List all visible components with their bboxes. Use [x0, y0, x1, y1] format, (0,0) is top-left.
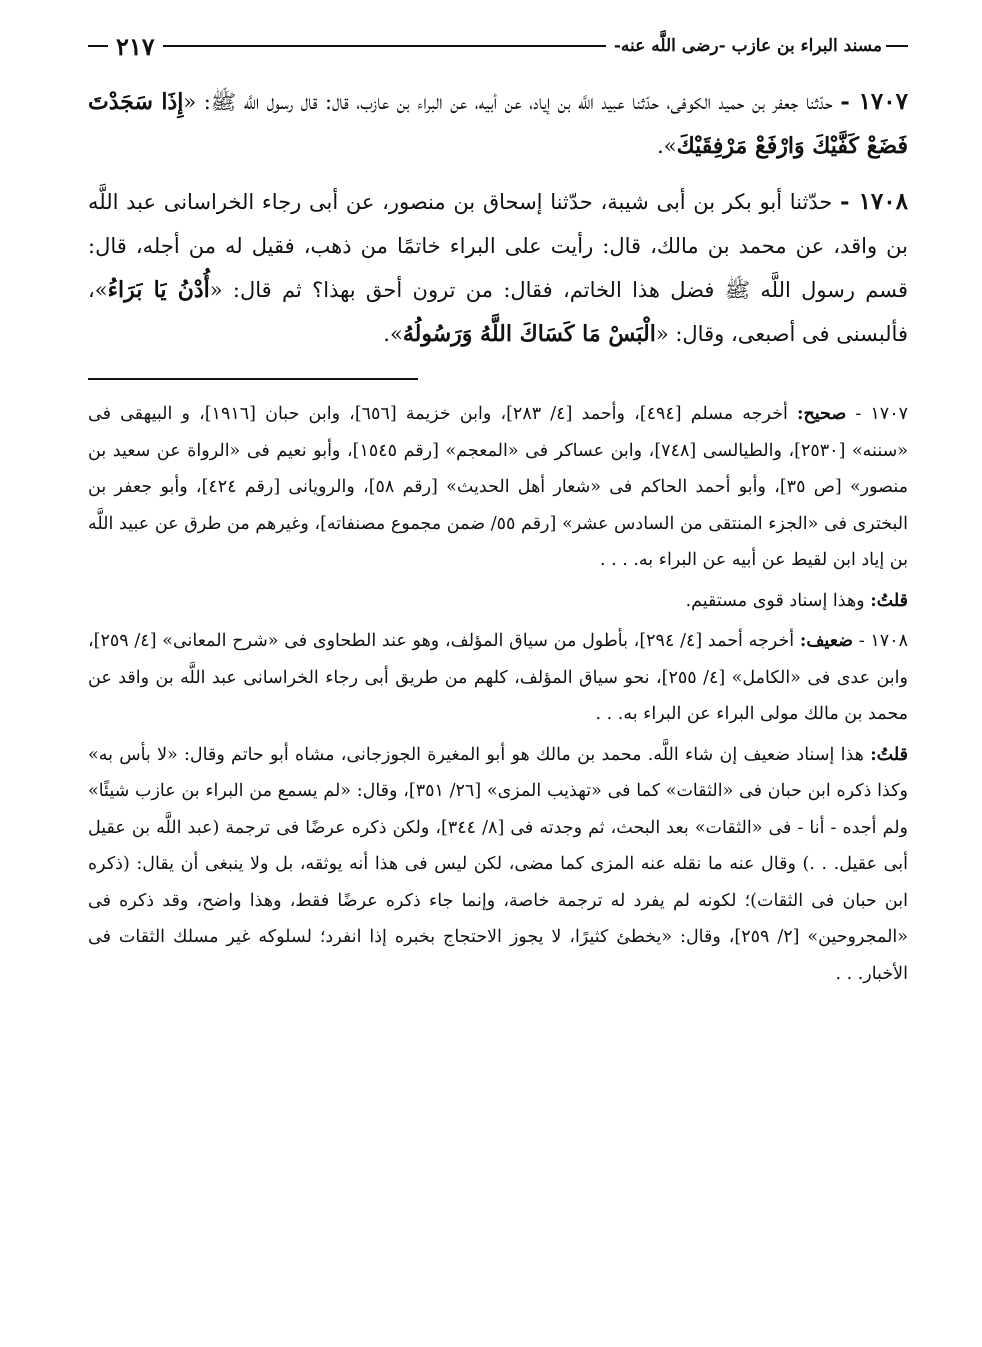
qult-text: وهذا إسناد قوى مستقيم.	[685, 590, 871, 611]
hadith-text-end: ».	[657, 134, 677, 158]
footnote-grade: ضعيف:	[799, 631, 854, 651]
footnote-1708-comment	[88, 737, 908, 993]
qult-label: قلتُ:	[870, 590, 908, 611]
hadith-number: ١٧٠٨ -	[840, 188, 908, 215]
main-text	[88, 80, 908, 356]
hadith-1708	[88, 180, 908, 356]
header-dash-left	[88, 45, 108, 47]
qult-label: قلتُ:	[870, 744, 908, 765]
footnote-1707-comment	[88, 583, 908, 620]
footnote-text: أخرجه مسلم [٤٩٤]، وأحمد [٤/ ٢٨٣]، وابن خزيمة [٦٥٦]، وابن حبان [١٩١٦]، و البيهقى فى «سننه» [٢٥٣٠]، والطيالسى [٧٤٨]، وابن عساكر فى «المعجم» [رقم ١٥٤٥]، وأبو نعيم فى «الرواة عن سعيد بن منصور» [ص ٣٥]، وأبو أحمد الحاكم فى «شعار أهل الحديث» [رقم ٥٨]، والرويانى [رقم ٤٢٤]، وأبو جعفر بن البخترى فى «الجزء المنتقى من السادس عشر» [رقم ٥٥/ ضمن مجموع مصنفاته]، وغيرهم من طرق عن عبيد اللَّه بن إياد ابن لقيط عن أبيه عن البراء به. . . .	[88, 404, 908, 570]
footnote-separator	[88, 378, 418, 380]
book-page	[88, 26, 908, 1326]
footnote-number: ١٧٠٧ -	[855, 404, 908, 424]
footnote-1708	[88, 623, 908, 733]
footnotes	[88, 396, 908, 992]
page-number: ٢١٧	[116, 31, 155, 61]
hadith-text: حدّثنا جعفر بن حميد الكوفى، حدّثنا عبيد اللَّه بن إياد، عن أبيه، عن البراء بن عازب، قال: قال رسول اللَّه ﷺ: «	[183, 90, 841, 114]
header-rule	[163, 45, 606, 47]
hadith-text-middle: »، فألبسنى فى أصبعى، وقال: «	[88, 278, 908, 346]
hadith-text-end: ».	[383, 322, 403, 346]
footnote-text: أخرجه أحمد [٤/ ٢٩٤]، بأطول من سياق المؤلف، وهو عند الطحاوى فى «شرح المعانى» [٤/ ٢٥٩]، وابن عدى فى «الكامل» [٤/ ٢٥٥]، نحو سياق المؤلف، كلهم من طريق أبى رجاء الخراسانى عبد اللَّه بن واقد عن محمد بن مالك مولى البراء عن البراء به. . .	[88, 631, 908, 724]
prophet-words: أُدْنُ يَا بَرَاءُ	[107, 277, 210, 303]
footnote-1707	[88, 396, 908, 579]
header-dash-right	[886, 45, 908, 47]
prophet-words-2: الْبَسْ مَا كَسَاكَ اللَّهُ وَرَسُولُهُ	[402, 321, 656, 347]
prophet-words: إِذَا سَجَدْتَ فَضَعْ كَفَّيْكَ وَارْفَعْ مَرْفِقَيْكَ	[88, 89, 908, 159]
qult-text: هذا إسناد ضعيف إن شاء اللَّه. محمد بن مالك هو أبو المغيرة الجوزجانى، مشاه أبو حاتم وقال: «لا بأس به» وكذا ذكره ابن حبان فى «الثقات» كما فى «تهذيب المزى» [٢٦/ ٣٥١]، وقال: «لم يسمع من البراء بن عازب شيئًا» ولم أجده - أنا - فى «الثقات» بعد البحث، ثم وجدته فى [٨/ ٣٤٤]، ولكن ذكره عرضًا فى ترجمة (عبد اللَّه بن عقيل أبى عقيل. . .) وقال عنه ما نقله عنه المزى كما مضى، لكن ليس فى هذا أنه يوثقه، بل ولا ينبغى أن يقال: (ذكره ابن حبان فى الثقات)؛ لكونه لم يفرد له ترجمة خاصة، وإنما جاء ذكره عرضًا فقط، وهذا واضح، وقد ذكره فى «المجروحين» [٢/ ٢٥٩]، وقال: «يخطئ كثيرًا، لا يجوز الاحتجاج بخبره إذا انفرد؛ لسلوكه غير مسلك الثقات فى الأخبار. . .	[88, 744, 909, 984]
footnote-number: ١٧٠٨ -	[858, 631, 908, 651]
hadith-number: ١٧٠٧ -	[840, 88, 908, 115]
hadith-text: حدّثنا أبو بكر بن أبى شيبة، حدّثنا إسحاق بن منصور، عن أبى رجاء الخراسانى عبد اللَّه بن واقد، عن محمد بن مالك، قال: رأيت على البراء خاتمًا من ذهب، فقيل له من أجله، قال: قسم رسول اللَّه ﷺ فضل هذا الخاتم، فقال: من ترون أحق بهذا؟ ثم قال: «	[88, 190, 908, 302]
running-header	[88, 26, 908, 66]
hadith-1707	[88, 80, 908, 168]
running-title: مسند البراء بن عازب -رضى اللَّه عنه-	[613, 36, 882, 56]
footnote-grade: صحيح:	[796, 404, 847, 424]
